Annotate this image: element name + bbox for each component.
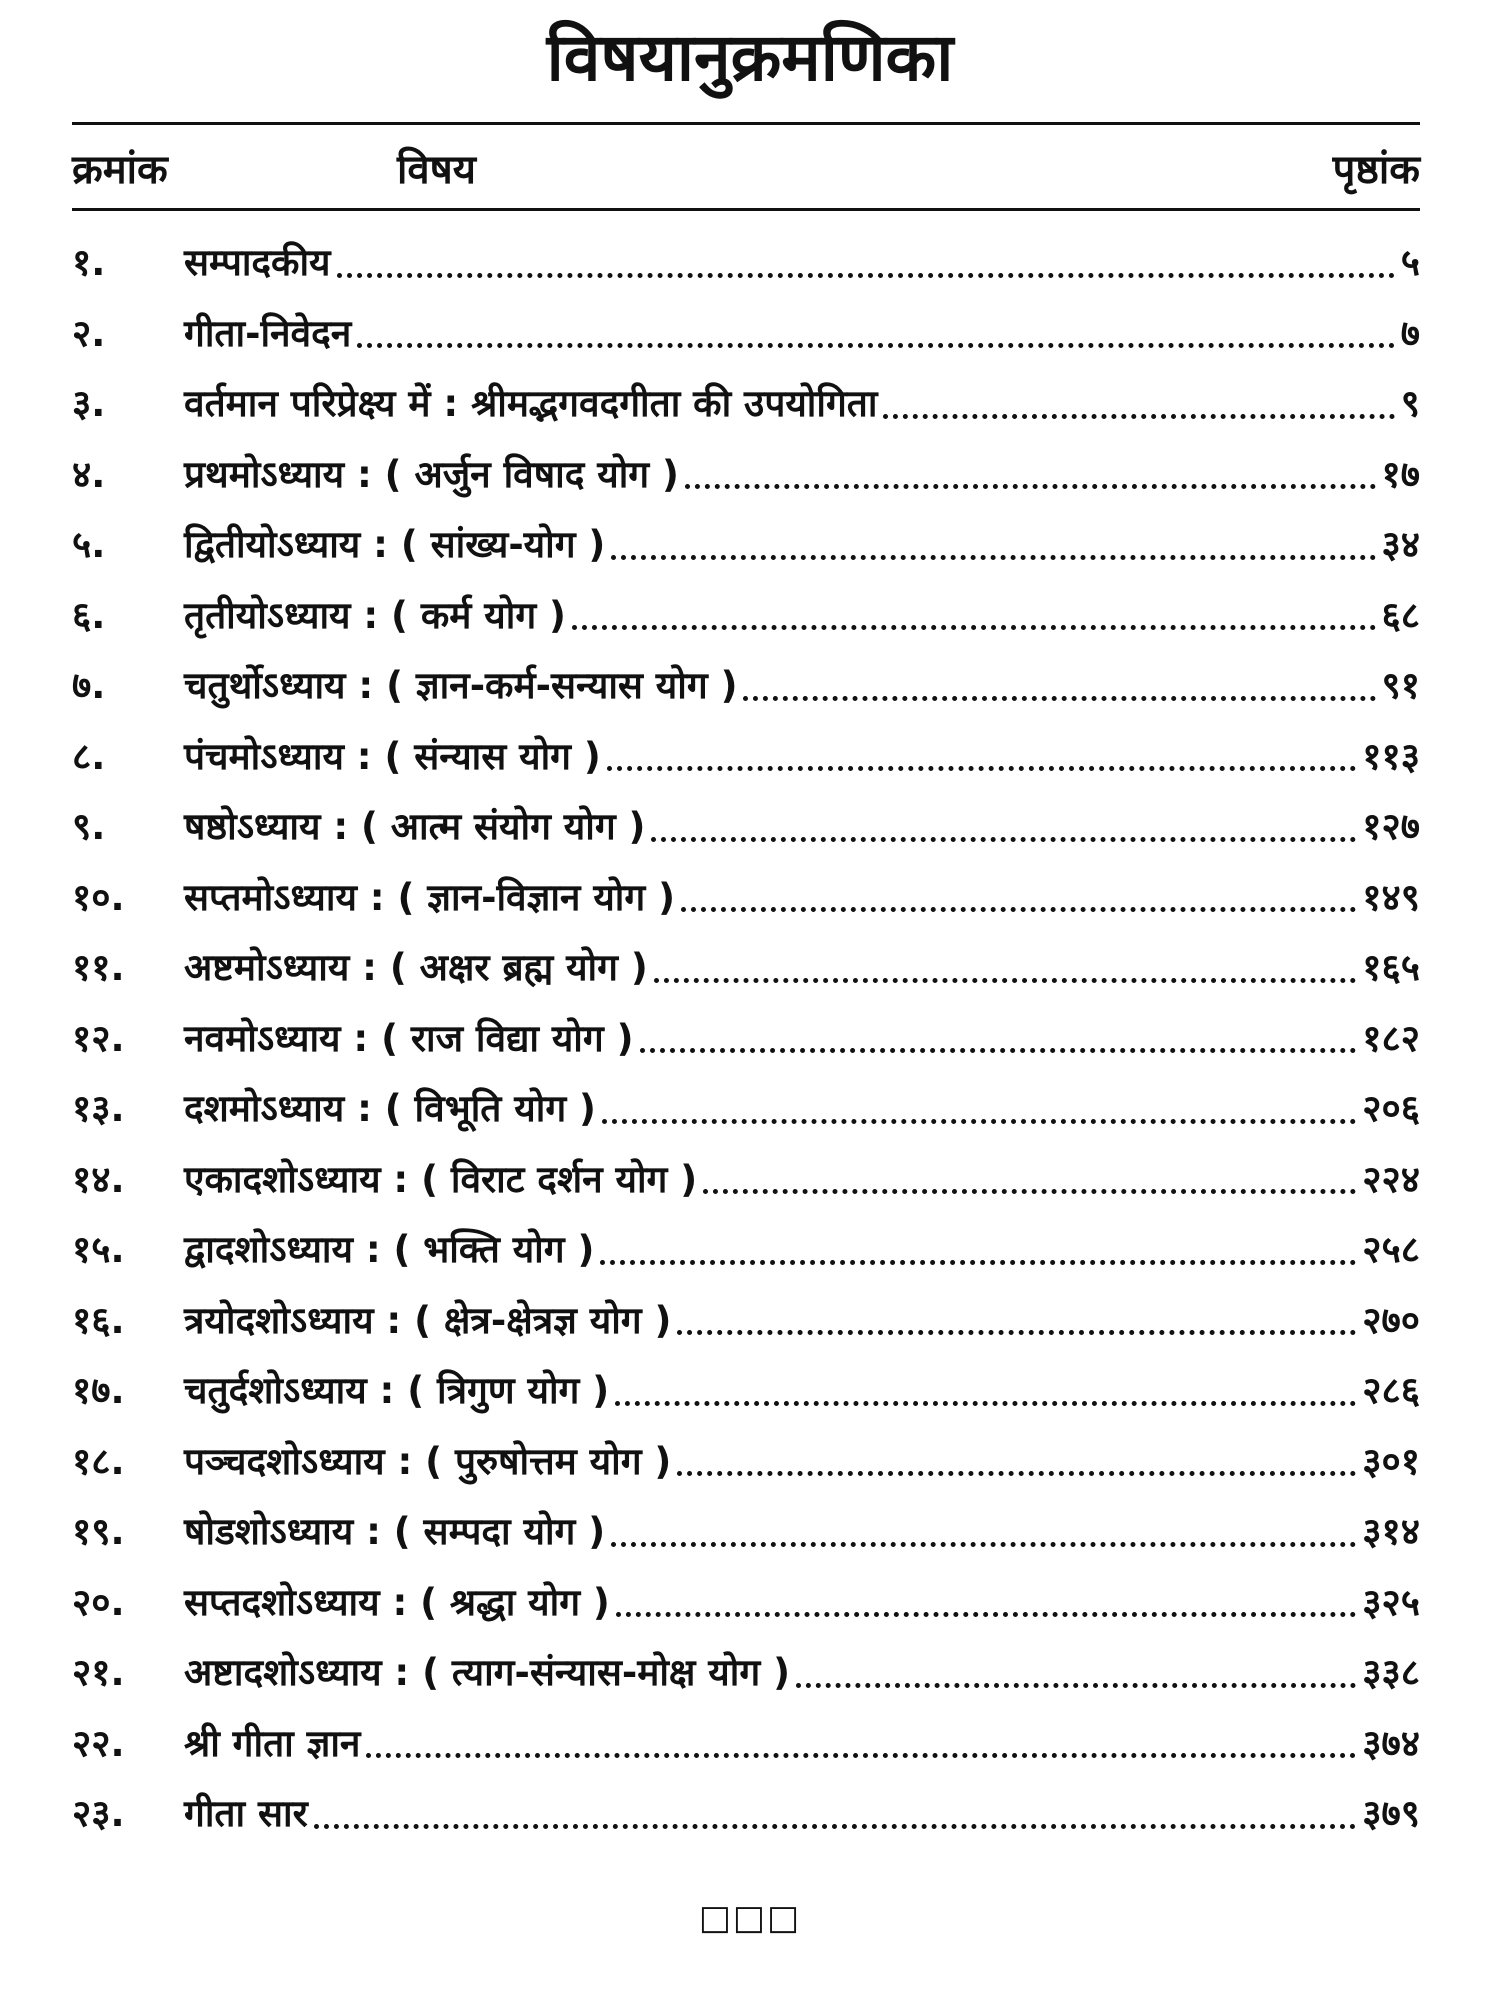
toc-entry [72,1074,1420,1145]
dot-leader [743,696,1375,701]
toc-entry-number: १७. [72,1369,125,1412]
toc-header-row [72,140,1420,202]
toc-entry-title: सप्तदशोऽध्याय : ( श्रद्धा योग ) [184,1580,610,1624]
toc-entry [72,510,1420,581]
toc-entry-page: ३७४ [1362,1721,1420,1765]
toc-entry-page: ७ [1400,311,1420,355]
toc-entry-page: १२७ [1362,805,1420,848]
toc-entry [72,863,1420,934]
toc-entry-page: ६८ [1381,593,1420,637]
dot-leader [703,1189,1356,1194]
toc-entry-page: ९१ [1381,664,1420,707]
dot-leader [654,978,1357,983]
dot-leader [677,1330,1356,1335]
dot-leader [607,766,1356,771]
toc-entry-title: दशमोऽध्याय : ( विभूति योग ) [184,1087,596,1130]
toc-entry-body [184,1145,1420,1216]
toc-entry-body [184,299,1420,370]
footer-end-mark: □□□ [698,1898,802,1938]
toc-entry [72,1215,1420,1286]
toc-entry [72,1427,1420,1498]
toc-entry-page: १८२ [1362,1016,1420,1060]
toc-entry-number: ११. [72,946,125,989]
toc-entry-page: ३१४ [1362,1510,1420,1553]
toc-entry-page: १४९ [1362,875,1420,919]
toc-entry-title: तृतीयोऽध्याय : ( कर्म योग ) [184,593,566,637]
toc-entry-page: २७० [1362,1298,1420,1342]
toc-entry-title: चतुर्थोऽध्याय : ( ज्ञान-कर्म-सन्यास योग ) [184,664,738,707]
toc-entry-number: १०. [72,875,125,919]
toc-entry-number: २१. [72,1651,125,1694]
toc-entry-title: द्वितीयोऽध्याय : ( सांख्य-योग ) [184,523,606,566]
header-number-label: क्रमांक [72,147,168,193]
toc-entry [72,369,1420,440]
header-bottom-rule [72,208,1420,211]
toc-entry [72,933,1420,1004]
toc-entry-number: १५. [72,1228,125,1271]
toc-entry [72,722,1420,793]
toc-entry-body [184,1638,1420,1709]
toc-entry-title: गीता-निवेदन [184,311,352,355]
dot-leader [651,837,1356,842]
toc-entry-title: त्रयोदशोऽध्याय : ( क्षेत्र-क्षेत्रज्ञ योग ) [184,1298,672,1342]
dot-leader [602,1119,1356,1124]
dot-leader [640,1048,1357,1053]
page-title: विषयानुक्रमणिका [546,19,954,96]
toc-entry-page: ९ [1400,382,1420,425]
toc-entry-title: वर्तमान परिप्रेक्ष्य में : श्रीमद्भगवदगीता की उपयोगिता [184,382,878,425]
toc-entry-body [184,1497,1420,1568]
toc-entry [72,1709,1420,1780]
toc-entry-page: ११३ [1362,734,1420,778]
toc-entry-body [184,1004,1420,1075]
dot-leader [337,273,1395,278]
toc-entry-title: पञ्चदशोऽध्याय : ( पुरुषोत्तम योग ) [184,1439,672,1483]
dot-leader [611,1542,1356,1547]
toc-entry-title: सप्तमोऽध्याय : ( ज्ञान-विज्ञान योग ) [184,875,675,919]
dot-leader [883,414,1394,419]
toc-entry-number: २०. [72,1580,125,1624]
toc-entry [72,1004,1420,1075]
toc-entry-title: गीता सार [184,1792,308,1835]
toc-entry [72,228,1420,299]
toc-list [72,228,1420,1850]
toc-entry-title: षष्ठोऽध्याय : ( आत्म संयोग योग ) [184,805,646,848]
toc-entry-number: २. [72,311,106,355]
toc-entry-title: एकादशोऽध्याय : ( विराट दर्शन योग ) [184,1157,698,1201]
toc-entry [72,1638,1420,1709]
toc-entry-number: १३. [72,1087,125,1130]
toc-entry-body [184,510,1420,581]
toc-entry-page: ३२५ [1362,1580,1420,1624]
toc-entry-body [184,1074,1420,1145]
toc-entry-page: २८६ [1362,1369,1420,1412]
toc-entry-number: ६. [72,593,106,637]
dot-leader [600,1260,1356,1265]
toc-entry-page: १६५ [1362,946,1420,989]
toc-entry [72,1779,1420,1850]
toc-entry-title: अष्टादशोऽध्याय : ( त्याग-संन्यास-मोक्ष योग ) [184,1651,790,1694]
toc-entry [72,299,1420,370]
toc-entry-page: ३०१ [1362,1439,1420,1483]
toc-entry-body [184,1427,1420,1498]
toc-entry-title: चतुर्दशोऽध्याय : ( त्रिगुण योग ) [184,1369,610,1412]
header-top-rule [72,122,1420,125]
toc-entry-number: १९. [72,1510,125,1553]
toc-entry-body [184,1356,1420,1427]
dot-leader [796,1683,1356,1688]
toc-entry-number: २२. [72,1721,125,1765]
toc-entry [72,1145,1420,1216]
toc-entry-title: द्वादशोऽध्याय : ( भक्ति योग ) [184,1228,595,1271]
toc-entry-body [184,722,1420,793]
dot-leader [572,625,1376,630]
toc-entry-page: ३७९ [1362,1792,1420,1835]
toc-entry-title: पंचमोऽध्याय : ( संन्यास योग ) [184,734,601,778]
toc-entry-title: प्रथमोऽध्याय : ( अर्जुन विषाद योग ) [184,452,679,496]
toc-entry-body [184,440,1420,511]
toc-entry-page: २२४ [1362,1157,1420,1201]
dot-leader [616,1612,1356,1617]
toc-entry [72,1497,1420,1568]
toc-entry-title: श्री गीता ज्ञान [184,1721,361,1765]
toc-entry-number: १२. [72,1016,125,1060]
dot-leader [677,1471,1356,1476]
toc-entry-number: ४. [72,452,106,496]
dot-leader [615,1401,1356,1406]
toc-entry-body [184,651,1420,722]
dot-leader [357,343,1394,348]
toc-entry-number: ३. [72,382,106,425]
toc-entry-title: षोडशोऽध्याय : ( सम्पदा योग ) [184,1510,606,1553]
toc-entry-number: १८. [72,1439,125,1483]
toc-entry [72,581,1420,652]
toc-entry-number: ७. [72,664,106,707]
toc-entry [72,1356,1420,1427]
toc-entry [72,440,1420,511]
toc-entry-body [184,369,1420,440]
toc-entry-page: ३४ [1381,523,1420,566]
toc-entry-title: नवमोऽध्याय : ( राज विद्या योग ) [184,1016,634,1060]
toc-entry-number: १४. [72,1157,125,1201]
toc-entry-body [184,1779,1420,1850]
toc-entry-body [184,863,1420,934]
toc-entry-number: ८. [72,734,106,778]
toc-entry-body [184,792,1420,863]
toc-entry-number: ५. [72,523,106,566]
toc-entry-number: ९. [72,805,106,848]
toc-entry-page: ५ [1400,241,1420,284]
header-page-label: पृष्ठांक [1332,147,1420,193]
toc-entry [72,1286,1420,1357]
dot-leader [681,907,1356,912]
toc-entry [72,1568,1420,1639]
toc-entry-number: २३. [72,1792,125,1835]
toc-entry-body [184,581,1420,652]
dot-leader [366,1753,1356,1758]
toc-entry-body [184,1215,1420,1286]
toc-entry-title: सम्पादकीय [184,241,331,284]
dot-leader [611,555,1375,560]
toc-entry-body [184,1286,1420,1357]
header-subject-label: विषय [397,147,476,193]
toc-entry-body [184,228,1420,299]
toc-entry-body [184,1568,1420,1639]
toc-entry [72,651,1420,722]
toc-entry-body [184,933,1420,1004]
toc-entry-number: १६. [72,1298,125,1342]
toc-entry-page: २५८ [1362,1228,1420,1271]
toc-entry-page: १७ [1381,452,1420,496]
dot-leader [685,484,1376,489]
toc-entry-page: २०६ [1362,1087,1420,1130]
toc-entry [72,792,1420,863]
toc-entry-page: ३३८ [1362,1651,1420,1694]
toc-entry-body [184,1709,1420,1780]
dot-leader [314,1824,1357,1829]
toc-entry-title: अष्टमोऽध्याय : ( अक्षर ब्रह्म योग ) [184,946,648,989]
toc-entry-number: १. [72,241,106,284]
